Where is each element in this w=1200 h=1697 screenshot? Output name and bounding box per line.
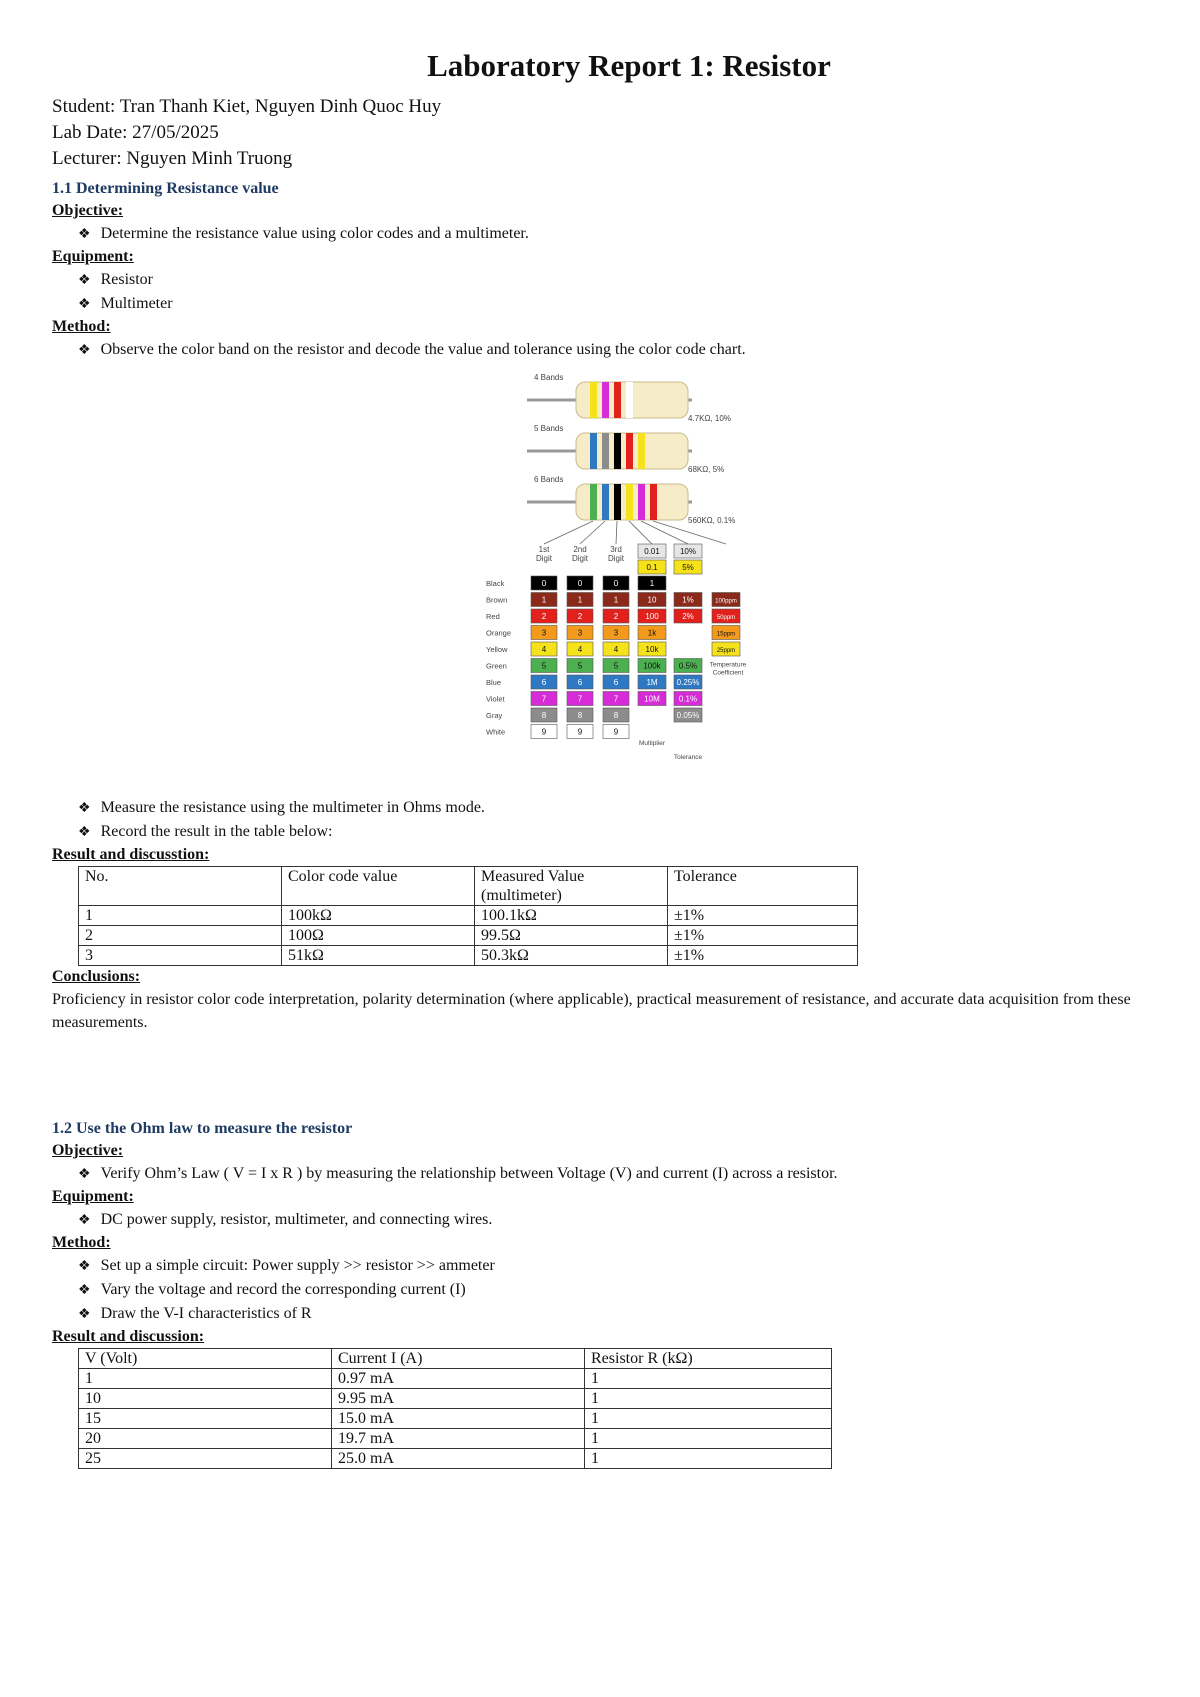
digit-value: 6: [541, 678, 547, 687]
lab-date-line: Lab Date: 27/05/2025: [52, 122, 219, 143]
digit-value: 6: [577, 678, 583, 687]
multiplier-value: 10: [647, 595, 657, 605]
multiplier-value: 10k: [645, 645, 659, 654]
resistor-band: [650, 484, 657, 520]
digit-value: 3: [541, 628, 547, 638]
digit-value: 2: [613, 612, 619, 621]
resistor-example-value: 4.7KΩ, 10%: [688, 414, 731, 423]
section-1-1-title: 1.1 Determining Resistance value: [52, 180, 279, 197]
header-cell: Tolerance: [668, 867, 858, 906]
student-line: Student: Tran Thanh Kiet, Nguyen Dinh Quoc Huy: [52, 96, 442, 117]
result-label: Result and discusstion:: [52, 846, 210, 863]
multiplier-label: Multiplier: [638, 740, 666, 747]
tolerance-value: 10%: [679, 547, 697, 556]
list-item: ❖ Verify Ohm’s Law ( V = I x R ) by measuring the relationship between Voltage (V) and current (I) across a resistor.: [78, 1162, 1152, 1186]
objective-label: Objective:: [52, 202, 124, 219]
digit-value: 0: [541, 579, 547, 588]
header-cell: V (Volt): [79, 1349, 332, 1369]
table-cell: 51kΩ: [282, 946, 475, 966]
list-item: ❖ Multimeter: [78, 292, 1152, 316]
header-cell: Resistor R (kΩ): [585, 1349, 832, 1369]
digit-value: 8: [541, 711, 547, 720]
resistor-example-value: 68KΩ, 5%: [688, 465, 725, 474]
digit-value: 1: [541, 595, 547, 605]
table-cell: 100.1kΩ: [475, 906, 668, 926]
method-list: [52, 1254, 1152, 1326]
digit-value: 0: [577, 579, 583, 588]
resistor-example-value: 560KΩ, 0.1%: [688, 516, 736, 525]
table-cell: 1: [79, 906, 282, 926]
resistance-table: [78, 866, 858, 966]
digit-value: 5: [577, 661, 583, 671]
table-cell: 1: [585, 1409, 832, 1429]
header-cell: No.: [79, 867, 282, 906]
table-row: [79, 1449, 832, 1469]
table-cell: ±1%: [668, 906, 858, 926]
resistor-band: [614, 433, 621, 469]
section-1-2-title: 1.2 Use the Ohm law to measure the resistor: [52, 1120, 353, 1137]
list-item: ❖ Vary the voltage and record the corresponding current (I): [78, 1278, 1152, 1302]
digit-value: 1: [577, 595, 583, 605]
tempco-label: Temperature: [709, 661, 747, 669]
tolerance-value: 0.1%: [678, 694, 698, 704]
resistor-band: [638, 433, 645, 469]
table-cell: 100Ω: [282, 926, 475, 946]
resistor-band: [602, 382, 609, 418]
band-count-label: 4 Bands: [534, 373, 564, 382]
list-item: ❖ Observe the color band on the resistor and decode the value and tolerance using the color code chart.: [78, 338, 1152, 362]
color-name-label: Red: [486, 612, 500, 621]
color-name-label: Brown: [486, 595, 508, 605]
table-header-row: [79, 1349, 832, 1369]
method-list-continued: [52, 796, 1152, 844]
table-cell: 19.7 mA: [332, 1429, 585, 1449]
resistor-color-code-chart: [482, 366, 822, 796]
table-cell: 9.95 mA: [332, 1389, 585, 1409]
table-cell: 99.5Ω: [475, 926, 668, 946]
page-title: Laboratory Report 1: Resistor: [427, 48, 831, 83]
equipment-list: [52, 268, 1152, 316]
result-label: Result and discussion:: [52, 1328, 205, 1345]
color-name-label: Black: [486, 579, 505, 588]
resistor-band: [590, 433, 597, 469]
objective-label: Objective:: [52, 1142, 124, 1159]
digit-value: 8: [613, 711, 619, 720]
list-item: ❖ Draw the V-I characteristics of R: [78, 1302, 1152, 1326]
tolerance-value: 0.5%: [678, 661, 698, 671]
objective-list: [52, 1162, 1152, 1186]
tempco-label: Coefficient: [712, 669, 744, 677]
digit-value: 9: [577, 727, 583, 737]
tempco-value: 25ppm: [716, 648, 736, 654]
method-list: [52, 338, 1152, 362]
tempco-value: 15ppm: [716, 631, 736, 638]
band-count-label: 6 Bands: [534, 475, 564, 484]
multiplier-value: 100k: [643, 661, 661, 671]
table-cell: 25: [79, 1449, 332, 1469]
equipment-list: [52, 1208, 1152, 1232]
multiplier-value: 1: [649, 579, 655, 588]
digit-column-header: 1st: [538, 545, 550, 554]
tolerance-value: 2%: [682, 612, 694, 621]
digit-value: 5: [613, 661, 619, 671]
table-header-row: [79, 867, 858, 906]
color-name-label: Gray: [486, 711, 503, 720]
table-cell: 1: [585, 1369, 832, 1389]
table-row: [79, 1389, 832, 1409]
resistor-band: [602, 484, 609, 520]
multiplier-value: 100: [645, 612, 659, 621]
digit-column-header: Digit: [535, 554, 553, 563]
multiplier-value: 0.1: [646, 563, 658, 572]
digit-value: 6: [613, 678, 619, 687]
equipment-label: Equipment:: [52, 248, 134, 265]
list-item: ❖ Resistor: [78, 268, 1152, 292]
table-row: [79, 906, 858, 926]
tolerance-value: 0.05%: [676, 711, 700, 720]
color-name-label: White: [486, 727, 506, 737]
resistor-band: [626, 433, 633, 469]
color-name-label: Yellow: [486, 645, 508, 654]
digit-value: 3: [613, 628, 619, 638]
header-cell: Measured Value (multimeter): [475, 867, 668, 906]
table-cell: 10: [79, 1389, 332, 1409]
digit-value: 8: [577, 711, 583, 720]
header-cell: Color code value: [282, 867, 475, 906]
list-item: ❖ Record the result in the table below:: [78, 820, 1152, 844]
table-cell: 1: [79, 1369, 332, 1389]
table-cell: 20: [79, 1429, 332, 1449]
table-cell: 1: [585, 1429, 832, 1449]
connector-line: [616, 521, 617, 544]
table-cell: 1: [585, 1449, 832, 1469]
resistor-band: [614, 382, 621, 418]
table-row: [79, 1369, 832, 1389]
multiplier-value: 10M: [644, 694, 660, 704]
color-code-figure: [52, 366, 1152, 796]
objective-list: [52, 222, 1152, 246]
list-item: ❖ DC power supply, resistor, multimeter, and connecting wires.: [78, 1208, 1152, 1232]
table-cell: 25.0 mA: [332, 1449, 585, 1469]
digit-value: 2: [541, 612, 547, 621]
table-cell: 100kΩ: [282, 906, 475, 926]
digit-value: 4: [613, 645, 619, 654]
digit-column-header: Digit: [607, 554, 625, 563]
table-row: [79, 926, 858, 946]
table-row: [79, 1429, 832, 1449]
digit-value: 7: [577, 694, 583, 704]
header-cell: Current I (A): [332, 1349, 585, 1369]
lecturer-line: Lecturer: Nguyen Minh Truong: [52, 148, 293, 169]
resistor-band: [590, 382, 597, 418]
digit-value: 7: [613, 694, 619, 704]
connector-line: [544, 521, 593, 544]
ohm-law-table: [78, 1348, 832, 1469]
resistor-band: [614, 484, 621, 520]
tempco-value: 50ppm: [716, 615, 736, 621]
method-label: Method:: [52, 1234, 111, 1251]
digit-column-header: 3rd: [610, 545, 622, 554]
connector-line: [580, 521, 605, 544]
multiplier-value: 1k: [647, 628, 657, 638]
band-count-label: 5 Bands: [534, 424, 564, 433]
tolerance-label: Tolerance: [673, 754, 703, 761]
resistor-band: [626, 382, 633, 418]
resistor-band: [626, 484, 633, 520]
table-cell: 1: [585, 1389, 832, 1409]
table-cell: 0.97 mA: [332, 1369, 585, 1389]
digit-column-header: 2nd: [573, 545, 587, 554]
resistor-band: [602, 433, 609, 469]
table-cell: 15: [79, 1409, 332, 1429]
list-item: ❖ Determine the resistance value using color codes and a multimeter.: [78, 222, 1152, 246]
digit-column-header: Digit: [571, 554, 589, 563]
multiplier-value: 0.01: [644, 547, 660, 556]
digit-value: 9: [541, 727, 547, 737]
color-name-label: Green: [486, 661, 507, 671]
table-cell: ±1%: [668, 926, 858, 946]
report-page: [52, 48, 1152, 1469]
digit-value: 9: [613, 727, 619, 737]
tolerance-value: 5%: [682, 563, 694, 572]
digit-value: 4: [577, 645, 583, 654]
digit-value: 1: [613, 595, 619, 605]
conclusions-label: Conclusions:: [52, 968, 141, 985]
method-label: Method:: [52, 318, 111, 335]
digit-value: 4: [541, 645, 547, 654]
color-name-label: Blue: [486, 678, 502, 687]
digit-value: 5: [541, 661, 547, 671]
equipment-label: Equipment:: [52, 1188, 134, 1205]
table-cell: 15.0 mA: [332, 1409, 585, 1429]
digit-value: 7: [541, 694, 547, 704]
conclusions-text: Proficiency in resistor color code interpretation, polarity determination (where applicable), practical measurement of resistance, and accurate data acquisition from these measurements.: [52, 991, 1131, 1031]
multiplier-value: 1M: [646, 678, 658, 687]
color-name-label: Orange: [486, 628, 512, 638]
tolerance-value: 0.25%: [676, 678, 700, 687]
digit-value: 0: [613, 579, 619, 588]
digit-value: 2: [577, 612, 583, 621]
table-cell: ±1%: [668, 946, 858, 966]
resistor-band: [638, 484, 645, 520]
table-row: [79, 946, 858, 966]
table-row: [79, 1409, 832, 1429]
color-name-label: Violet: [486, 694, 505, 704]
tolerance-value: 1%: [682, 595, 694, 605]
list-item: ❖ Set up a simple circuit: Power supply >> resistor >> ammeter: [78, 1254, 1152, 1278]
resistor-band: [590, 484, 597, 520]
digit-value: 3: [577, 628, 583, 638]
tempco-value: 100ppm: [715, 598, 737, 605]
table-cell: 3: [79, 946, 282, 966]
list-item: ❖ Measure the resistance using the multimeter in Ohms mode.: [78, 796, 1152, 820]
table-cell: 50.3kΩ: [475, 946, 668, 966]
table-cell: 2: [79, 926, 282, 946]
